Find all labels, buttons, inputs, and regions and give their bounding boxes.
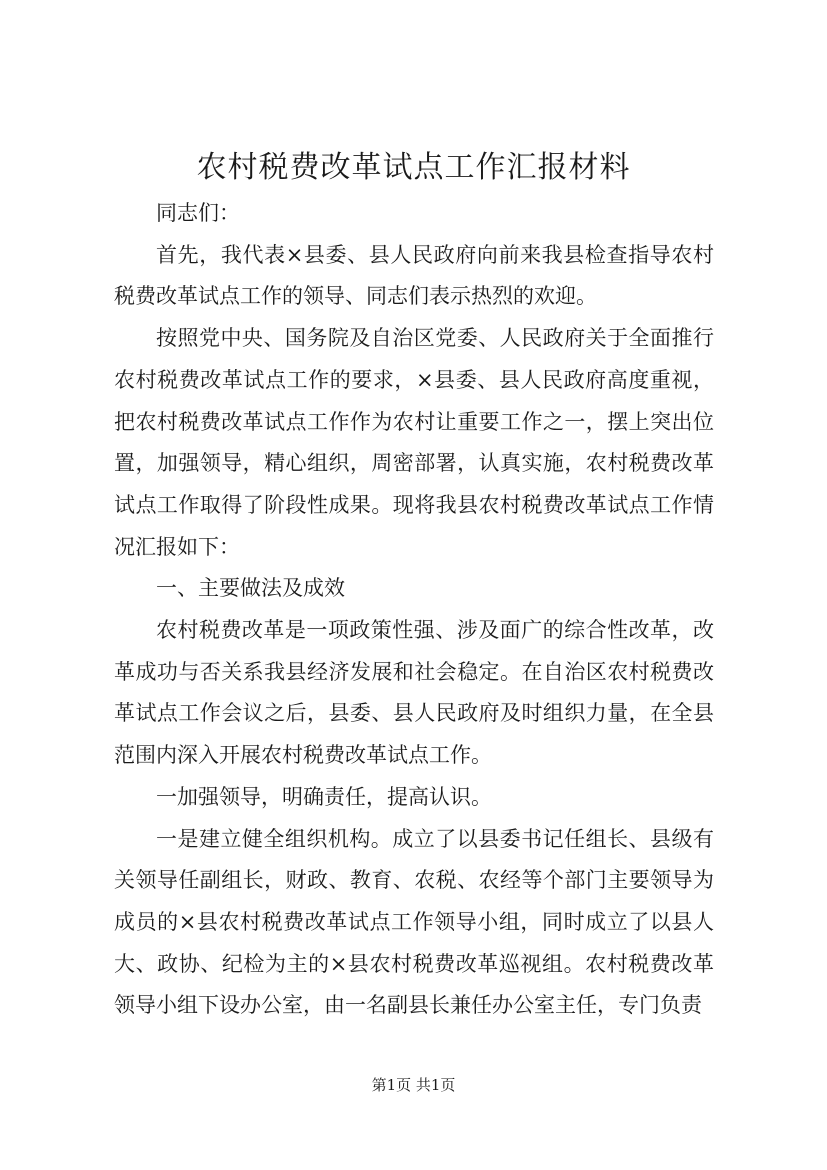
document-title: 农村税费改革试点工作汇报材料 xyxy=(196,150,631,185)
section-heading: 一、主要做法及成效 xyxy=(156,576,345,601)
paragraph-introduction: 按照党中央、国务院及自治区党委、人民政府关于全面推行农村税费改革试点工作的要求，×县委、县人民政府高度重视，把农村税费改革试点工作作为农村让重要工作之一，摆上突出位置，加强领导，精心组织，周密部署，认真实施，农村税费改革试点工作取得了阶段性成果。现将我县农村税费改革试点工作情况汇报如下： xyxy=(114,326,714,559)
subsection-heading: 一加强领导，明确责任，提高认识。 xyxy=(156,784,492,809)
paragraph-organization: 一是建立健全组织机构。成立了以县委书记任组长、县级有关领导任副组长，财政、教育、农税、农经等个部门主要领导为成员的×县农村税费改革试点工作领导小组，同时成立了以县人大、政协、纪检为主的×县农村税费改革巡视组。农村税费改革领导小组下设办公室，由一名副县长兼任办公室主任，专门负责 xyxy=(114,826,714,1018)
paragraph-overview: 农村税费改革是一项政策性强、涉及面广的综合性改革，改革成功与否关系我县经济发展和社会稳定。在自治区农村税费改革试点工作会议之后，县委、县人民政府及时组织力量，在全县范围内深入开展农村税费改革试点工作。 xyxy=(114,618,714,768)
paragraph-welcome: 首先，我代表×县委、县人民政府向前来我县检查指导农村税费改革试点工作的领导、同志们表示热烈的欢迎。 xyxy=(114,242,714,309)
paragraph-salutation: 同志们： xyxy=(156,201,240,225)
document-body xyxy=(114,193,714,1027)
page-number-footer: 第1页 共1页 xyxy=(371,1076,456,1094)
